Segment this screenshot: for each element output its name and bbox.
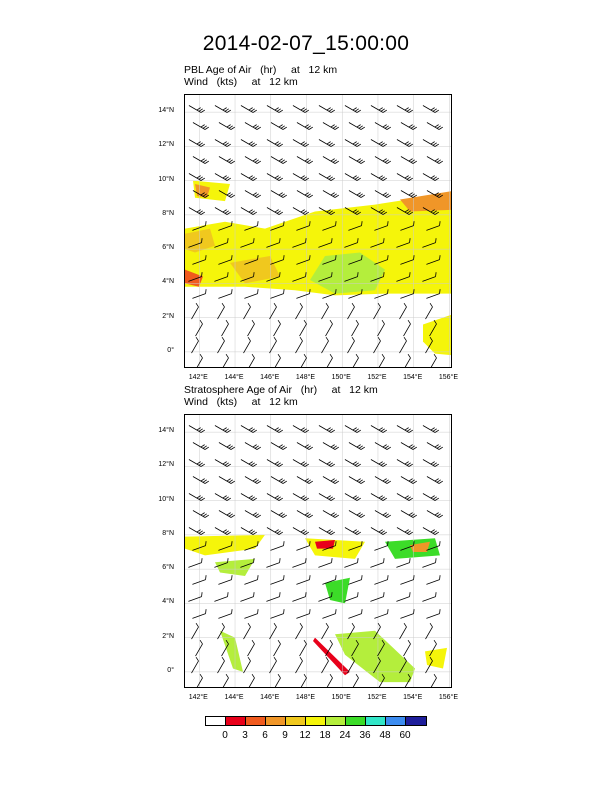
panel1-wind-label: Wind (kts) at 12 km [184,76,298,88]
wind-barb [319,170,335,181]
colorbar-swatch [386,717,406,725]
wind-barb [397,524,413,535]
wind-barb [295,609,311,618]
lon-tick-label: 154°E [403,694,423,701]
wind-barb [318,303,329,319]
wind-barb [396,623,407,639]
wind-barb [323,439,339,450]
wind-barb [214,337,225,353]
lat-tick-label: 2°N [162,632,174,640]
colorbar-swatch [226,717,246,725]
wind-barb [245,507,261,518]
wind-barb [188,303,199,319]
lon-tick-label: 150°E [331,374,351,381]
wind-barb [421,592,437,601]
wind-barb [345,422,361,433]
wind-barb [267,422,283,433]
wind-barb [241,524,257,535]
wind-barb [371,102,387,113]
wind-barb [322,674,333,688]
wind-barb [427,439,443,450]
lon-tick-label: 146°E [260,374,280,381]
wind-barb [322,354,333,368]
wind-barb [240,337,251,353]
wind-barb [375,439,391,450]
wind-barb [243,609,259,618]
wind-barb [188,623,199,639]
wind-barb [193,153,209,164]
wind-barb [401,153,417,164]
colorbar-swatch [206,717,226,725]
lon-tick-label: 142°E [188,694,208,701]
wind-barb [271,473,287,484]
panel2-map [184,414,452,688]
wind-barb [323,153,339,164]
wind-barb [245,187,261,198]
wind-barb [345,490,361,501]
wind-barb [266,657,277,673]
wind-barb [218,674,229,688]
wind-barb [214,657,225,673]
wind-barb [219,153,235,164]
wind-barb [396,303,407,319]
wind-barb [344,337,355,353]
wind-barb [323,187,339,198]
wind-barb [400,320,411,336]
wind-barb [296,354,307,368]
wind-barb [375,153,391,164]
wind-barb [215,422,231,433]
wind-barb [267,102,283,113]
wind-barb [241,170,257,181]
panel2-shaded-region [185,535,265,556]
lon-tick-label: 148°E [295,374,316,381]
wind-barb [427,507,443,518]
wind-barb [297,187,313,198]
wind-barb [401,119,417,130]
wind-barb [374,354,385,368]
wind-barb [189,456,205,467]
wind-barb [291,592,307,601]
colorbar-swatch [286,717,306,725]
lat-tick-label: 6°N [162,564,174,572]
wind-barb [271,119,287,130]
wind-barb [425,609,441,618]
wind-barb [375,473,391,484]
wind-barb [267,524,283,535]
wind-barb [187,592,203,601]
wind-barb [189,102,205,113]
wind-barb [266,303,277,319]
wind-barb [192,640,203,656]
wind-barb [349,119,365,130]
plot-title: 2014-02-07_15:00:00 [202,32,410,55]
wind-barb [371,170,387,181]
wind-barb [344,303,355,319]
wind-barb [369,558,385,567]
wind-barb [399,575,415,584]
wind-barb [375,119,391,130]
wind-barb [396,337,407,353]
wind-barb [243,575,259,584]
lat-tick-label: 4°N [162,278,174,286]
wind-barb [400,354,411,368]
wind-barb [188,657,199,673]
wind-barb [319,524,335,535]
wind-barb [319,490,335,501]
panel2-wind-label: Wind (kts) at 12 km [184,396,298,408]
wind-barb [193,439,209,450]
wind-barb [397,422,413,433]
wind-barb [348,354,359,368]
wind-barb [189,204,205,215]
wind-barb [187,558,203,567]
wind-barb [321,609,337,618]
wind-barb [215,136,231,147]
colorbar-label: 24 [339,730,351,741]
wind-barb [217,289,233,298]
lat-tick-label: 0° [167,666,174,674]
colorbar-swatch [306,717,326,725]
wind-barb [267,490,283,501]
wind-barb [319,136,335,147]
wind-barb [297,153,313,164]
wind-barb [267,170,283,181]
wind-barb [297,507,313,518]
wind-barb [267,456,283,467]
wind-barb [423,136,439,147]
colorbar-swatch [346,717,366,725]
wind-barb [297,119,313,130]
wind-barb [192,354,203,368]
wind-barb [241,490,257,501]
wind-barb [239,592,255,601]
lat-tick-label: 8°N [162,529,174,537]
wind-barb [271,507,287,518]
wind-barb [215,456,231,467]
wind-barb [292,337,303,353]
wind-barb [271,153,287,164]
wind-barb [266,623,277,639]
wind-barb [189,524,205,535]
wind-barb [296,640,307,656]
wind-barb [270,640,281,656]
wind-barb [397,136,413,147]
wind-barb [319,456,335,467]
lon-tick-label: 146°E [260,694,280,701]
lon-tick-label: 150°E [331,694,351,701]
wind-barb [267,204,283,215]
wind-barb [219,507,235,518]
wind-barb [193,119,209,130]
lon-tick-label: 156°E [438,694,458,701]
lon-tick-label: 142°E [188,374,208,381]
wind-barb [270,320,281,336]
wind-barb [395,558,411,567]
lat-tick-label: 10°N [158,175,174,183]
wind-barb [296,674,307,688]
wind-barb [423,102,439,113]
colorbar-label: 60 [399,730,411,741]
wind-barb [317,558,333,567]
wind-barb [401,439,417,450]
wind-barb [245,473,261,484]
wind-barb [397,102,413,113]
wind-barb [349,507,365,518]
wind-barb [349,187,365,198]
wind-barb [371,490,387,501]
wind-barb [219,473,235,484]
lat-tick-label: 10°N [158,495,174,503]
wind-barb [241,204,257,215]
wind-barb [423,170,439,181]
wind-barb [244,640,255,656]
wind-barb [297,473,313,484]
wind-barb [347,609,363,618]
wind-barb [345,170,361,181]
wind-barb [241,422,257,433]
colorbar-label: 36 [359,730,371,741]
wind-barb [217,575,233,584]
wind-barb [427,473,443,484]
wind-barb [323,507,339,518]
wind-barb [270,674,281,688]
wind-barb [215,204,231,215]
colorbar-swatch [406,717,426,725]
wind-barb [369,592,385,601]
lon-tick-label: 156°E [438,374,458,381]
wind-barb [244,320,255,336]
wind-barb [215,102,231,113]
panel1-shaded-region [400,191,452,212]
wind-barb [269,289,285,298]
wind-barb [215,170,231,181]
wind-barb [423,422,439,433]
colorbar-label: 6 [262,730,268,741]
wind-barb [401,187,417,198]
wind-barb [269,609,285,618]
wind-barb [397,490,413,501]
wind-barb [192,674,203,688]
wind-barb [345,136,361,147]
wind-barb [265,558,281,567]
wind-barb [269,575,285,584]
panel2-field-svg [185,415,452,688]
lon-tick-label: 148°E [295,694,316,701]
wind-barb [370,303,381,319]
wind-barb [345,102,361,113]
wind-barb [427,153,443,164]
lat-tick-label: 12°N [158,461,174,469]
colorbar-swatch [366,717,386,725]
colorbar-label: 18 [319,730,331,741]
wind-barb [240,623,251,639]
wind-barb [244,674,255,688]
lon-tick-label: 144°E [224,374,244,381]
panel2-shaded-region [335,631,415,682]
wind-barb [401,473,417,484]
wind-barb [421,558,437,567]
wind-barb [400,640,411,656]
panel2-shaded-region [425,648,447,669]
wind-barb [189,170,205,181]
wind-barb [193,507,209,518]
wind-barb [266,337,277,353]
wind-barb [348,674,359,688]
wind-barb [323,473,339,484]
wind-barb [349,439,365,450]
wind-barb [423,490,439,501]
wind-barb [371,456,387,467]
wind-barb [270,354,281,368]
wind-barb [218,354,229,368]
wind-barb [188,337,199,353]
wind-barb [219,119,235,130]
wind-barb [291,558,307,567]
wind-barb [373,575,389,584]
wind-barb [193,473,209,484]
wind-barb [241,102,257,113]
wind-barb [371,524,387,535]
wind-barb [265,592,281,601]
wind-barb [427,119,443,130]
wind-barb [292,303,303,319]
wind-barb [373,609,389,618]
wind-barb [296,320,307,336]
wind-barb [370,337,381,353]
wind-barb [318,337,329,353]
wind-barb [269,541,285,550]
wind-barb [343,558,359,567]
colorbar [205,716,427,726]
colorbar-label: 9 [282,730,288,741]
lat-tick-label: 14°N [158,107,174,115]
wind-barb [244,354,255,368]
wind-barb [215,524,231,535]
wind-barb [323,119,339,130]
lat-tick-label: 4°N [162,598,174,606]
colorbar-swatch [326,717,346,725]
wind-barb [271,187,287,198]
panel2-shaded-region [325,578,350,604]
wind-barb [426,354,437,368]
wind-barb [322,320,333,336]
wind-barb [240,303,251,319]
wind-barb [348,320,359,336]
wind-barb [375,507,391,518]
wind-barb [245,439,261,450]
wind-barb [189,490,205,501]
wind-barb [241,136,257,147]
wind-barb [345,524,361,535]
wind-barb [245,153,261,164]
wind-barb [375,187,391,198]
colorbar-label: 3 [242,730,248,741]
panel2-shaded-region [220,631,243,672]
wind-barb [422,623,433,639]
lon-tick-label: 152°E [367,694,387,701]
wind-barb [399,609,415,618]
colorbar-label: 12 [299,730,311,741]
wind-barb [241,456,257,467]
lat-tick-label: 14°N [158,427,174,435]
lat-tick-label: 6°N [162,244,174,252]
wind-barb [426,674,437,688]
panel1-field-svg [185,95,452,368]
panel2-field-label: Stratosphere Age of Air (hr) at 12 km [184,384,378,396]
panel2-shaded-region [305,538,365,559]
lon-tick-label: 154°E [403,374,423,381]
wind-barb [395,592,411,601]
colorbar-label: 0 [222,730,228,741]
wind-barb [213,592,229,601]
wind-barb [245,119,261,130]
wind-barb [192,320,203,336]
wind-barb [371,136,387,147]
wind-barb [397,456,413,467]
wind-barb [267,136,283,147]
wind-barb [271,439,287,450]
lat-tick-label: 2°N [162,312,174,320]
wind-barb [423,456,439,467]
lat-tick-label: 8°N [162,209,174,217]
colorbar-swatch [246,717,266,725]
wind-barb [371,422,387,433]
colorbar-swatch [266,717,286,725]
wind-barb [217,609,233,618]
wind-barb [318,623,329,639]
wind-barb [345,456,361,467]
wind-barb [422,303,433,319]
wind-barb [349,473,365,484]
wind-barb [423,524,439,535]
lon-tick-label: 152°E [367,374,387,381]
wind-barb [374,320,385,336]
colorbar-label: 48 [379,730,391,741]
wind-barb [218,320,229,336]
panel1-field-label: PBL Age of Air (hr) at 12 km [184,64,338,76]
wind-barb [349,153,365,164]
panel1-map [184,94,452,368]
wind-barb [292,657,303,673]
wind-barb [401,507,417,518]
lat-tick-label: 0° [167,346,174,354]
wind-barb [243,289,259,298]
wind-barb [189,136,205,147]
wind-barb [295,575,311,584]
wind-barb [397,170,413,181]
wind-barb [219,439,235,450]
lat-tick-label: 12°N [158,141,174,149]
lon-tick-label: 144°E [224,694,244,701]
wind-barb [189,422,205,433]
wind-barb [297,439,313,450]
wind-barb [319,422,335,433]
wind-barb [292,623,303,639]
wind-barb [319,102,335,113]
wind-barb [214,303,225,319]
wind-barb [425,575,441,584]
wind-barb [215,490,231,501]
wind-barb [318,657,329,673]
